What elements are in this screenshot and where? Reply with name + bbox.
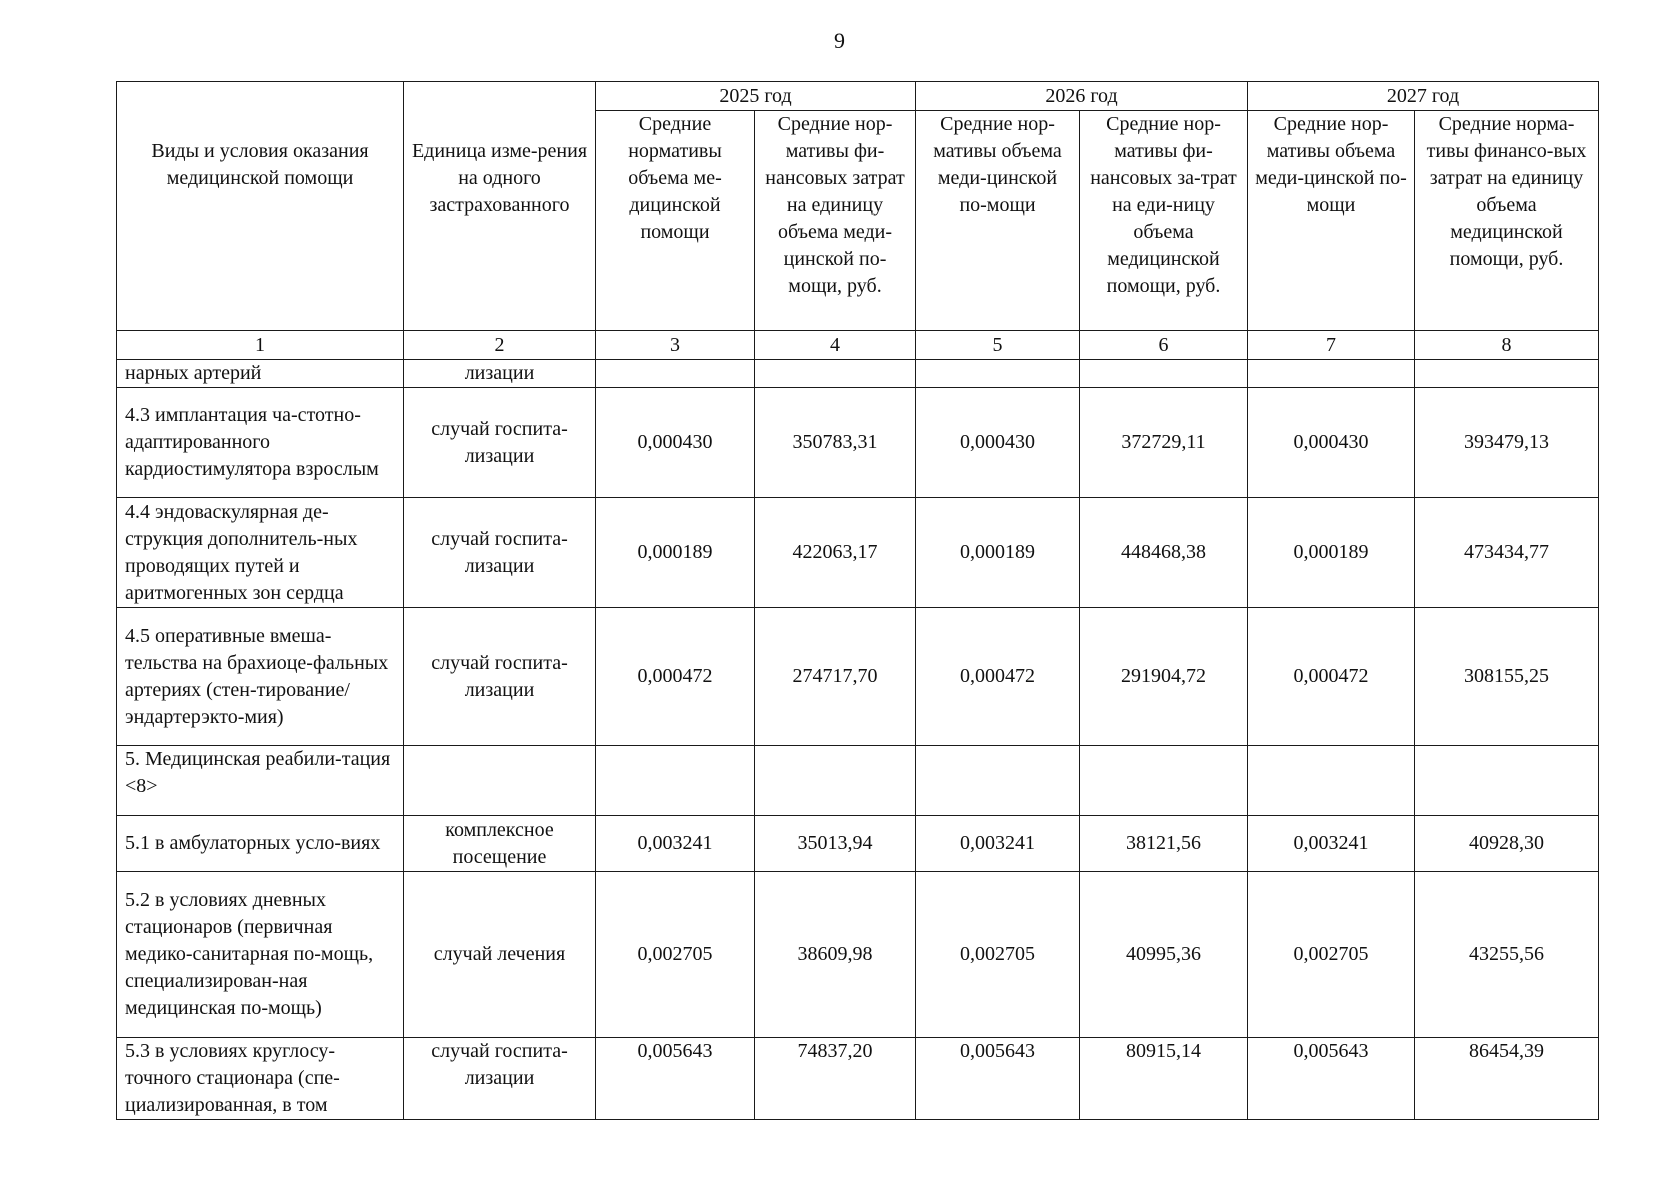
column-number: 6	[1080, 331, 1248, 360]
header-2025-volume: Средние нормативы объема ме-дицинской помощи	[596, 111, 755, 331]
value-cell: 80915,14	[1080, 1038, 1248, 1120]
care-kind-cell: 4.4 эндоваскулярная де-струкция дополнитель-ных проводящих путей и аритмогенных зон сердца	[117, 498, 404, 608]
value-cell: 308155,25	[1415, 608, 1599, 746]
header-care-kind: Виды и условия оказания медицинской помощи	[117, 82, 404, 331]
header-year-2025: 2025 год	[596, 82, 916, 111]
value-cell	[916, 360, 1080, 388]
value-cell: 473434,77	[1415, 498, 1599, 608]
value-cell: 0,002705	[916, 872, 1080, 1038]
table-row	[117, 746, 1599, 816]
value-cell: 74837,20	[755, 1038, 916, 1120]
value-cell: 291904,72	[1080, 608, 1248, 746]
header-2026-volume: Средние нор-мативы объема меди-цинской по-мощи	[916, 111, 1080, 331]
care-kind-cell: 5.2 в условиях дневных стационаров (первичная медико-санитарная по-мощь, специализирован-ная медицинская по-мощь)	[117, 872, 404, 1038]
column-number: 3	[596, 331, 755, 360]
column-number: 5	[916, 331, 1080, 360]
unit-cell: случай госпита-лизации	[404, 608, 596, 746]
header-year-2027: 2027 год	[1248, 82, 1599, 111]
value-cell	[755, 746, 916, 816]
table-row	[117, 360, 1599, 388]
value-cell: 0,005643	[916, 1038, 1080, 1120]
care-kind-cell: 4.5 оперативные вмеша-тельства на брахиоце-фальных артериях (стен-тирование/эндартерэкто-мия)	[117, 608, 404, 746]
value-cell: 0,003241	[916, 816, 1080, 872]
value-cell	[1415, 360, 1599, 388]
header-2025-cost: Средние нор-мативы фи-нансовых затрат на единицу объема меди-цинской по-мощи, руб.	[755, 111, 916, 331]
unit-cell: случай лечения	[404, 872, 596, 1038]
value-cell: 372729,11	[1080, 388, 1248, 498]
table-row	[117, 1038, 1599, 1120]
header-2027-volume: Средние нор-мативы объема меди-цинской по-мощи	[1248, 111, 1415, 331]
column-number: 8	[1415, 331, 1599, 360]
medical-care-norms-table	[116, 81, 1599, 1120]
column-number: 7	[1248, 331, 1415, 360]
value-cell: 35013,94	[755, 816, 916, 872]
value-cell	[1080, 360, 1248, 388]
table-row	[117, 816, 1599, 872]
value-cell: 0,000472	[596, 608, 755, 746]
value-cell: 0,005643	[1248, 1038, 1415, 1120]
value-cell: 40928,30	[1415, 816, 1599, 872]
care-kind-cell: 4.3 имплантация ча-стотно-адаптированного кардиостимулятора взрослым	[117, 388, 404, 498]
table-row	[117, 608, 1599, 746]
header-2026-cost: Средние нор-мативы фи-нансовых за-трат на еди-ницу объема медицинской помощи, руб.	[1080, 111, 1248, 331]
unit-cell: случай госпита-лизации	[404, 1038, 596, 1120]
value-cell	[596, 746, 755, 816]
care-kind-cell: 5.1 в амбулаторных усло-виях	[117, 816, 404, 872]
value-cell: 0,000189	[596, 498, 755, 608]
value-cell: 0,000189	[916, 498, 1080, 608]
table-row	[117, 388, 1599, 498]
value-cell	[1248, 360, 1415, 388]
value-cell: 422063,17	[755, 498, 916, 608]
value-cell: 0,000430	[1248, 388, 1415, 498]
header-unit: Единица изме-рения на одного застрахованного	[404, 82, 596, 331]
value-cell: 0,002705	[1248, 872, 1415, 1038]
value-cell: 0,002705	[596, 872, 755, 1038]
value-cell	[1415, 746, 1599, 816]
value-cell	[1080, 746, 1248, 816]
value-cell: 86454,39	[1415, 1038, 1599, 1120]
unit-cell: лизации	[404, 360, 596, 388]
value-cell: 274717,70	[755, 608, 916, 746]
table-row	[117, 498, 1599, 608]
care-kind-cell: 5. Медицинская реабили-тация <8>	[117, 746, 404, 816]
column-number: 1	[117, 331, 404, 360]
care-kind-cell: 5.3 в условиях круглосу-точного стационара (спе-циализированная, в том	[117, 1038, 404, 1120]
care-kind-cell: нарных артерий	[117, 360, 404, 388]
value-cell: 0,000430	[596, 388, 755, 498]
unit-cell	[404, 746, 596, 816]
value-cell: 40995,36	[1080, 872, 1248, 1038]
unit-cell: случай госпита-лизации	[404, 498, 596, 608]
value-cell: 0,000472	[1248, 608, 1415, 746]
value-cell: 448468,38	[1080, 498, 1248, 608]
value-cell: 0,000189	[1248, 498, 1415, 608]
value-cell: 0,000472	[916, 608, 1080, 746]
unit-cell: случай госпита-лизации	[404, 388, 596, 498]
header-year-2026: 2026 год	[916, 82, 1248, 111]
value-cell: 0,000430	[916, 388, 1080, 498]
column-number: 4	[755, 331, 916, 360]
header-year-row	[117, 82, 1599, 111]
value-cell: 393479,13	[1415, 388, 1599, 498]
column-number: 2	[404, 331, 596, 360]
value-cell	[916, 746, 1080, 816]
value-cell	[596, 360, 755, 388]
value-cell: 0,003241	[1248, 816, 1415, 872]
header-2027-cost: Средние норма-тивы финансо-вых затрат на единицу объема медицинской помощи, руб.	[1415, 111, 1599, 331]
value-cell: 38609,98	[755, 872, 916, 1038]
value-cell: 38121,56	[1080, 816, 1248, 872]
value-cell: 0,003241	[596, 816, 755, 872]
page-number: 9	[834, 28, 845, 53]
value-cell: 0,005643	[596, 1038, 755, 1120]
table-row	[117, 872, 1599, 1038]
value-cell	[755, 360, 916, 388]
unit-cell: комплексное посещение	[404, 816, 596, 872]
value-cell: 350783,31	[755, 388, 916, 498]
column-number-row	[117, 331, 1599, 360]
value-cell	[1248, 746, 1415, 816]
value-cell: 43255,56	[1415, 872, 1599, 1038]
